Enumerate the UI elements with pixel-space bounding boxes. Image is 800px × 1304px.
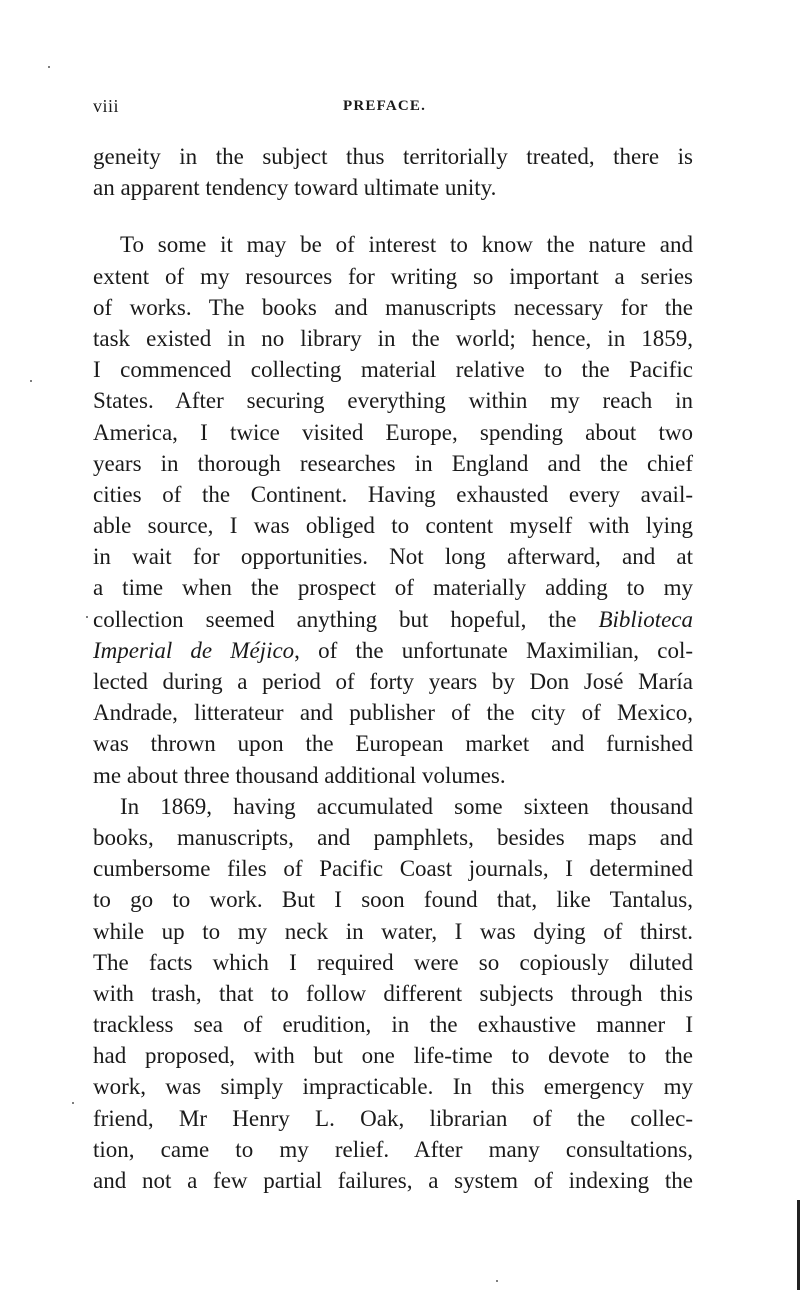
text-line: cumbersome files of Pacific Coast journals, I determined — [93, 856, 693, 882]
text-line: geneity in the subject thus territorially treated, there is — [93, 144, 693, 169]
text-line: with trash, that to follow different subjects through this — [93, 980, 693, 1006]
text-line: States. After securing everything within my reach in — [93, 388, 693, 414]
text-line: an apparent tendency toward ultimate unity. — [93, 175, 497, 201]
page-header — [93, 96, 693, 122]
text-line: was thrown upon the European market and furnished — [93, 731, 693, 757]
running-head: PREFACE. — [343, 98, 427, 114]
text-line: task existed in no library in the world; hence, in 1859, — [93, 325, 693, 351]
text-line: collection seemed anything but hopeful, the Biblioteca — [93, 606, 693, 632]
text-line: to go to work. But I soon found that, like Tantalus, — [93, 887, 693, 913]
text-line: lected during a period of forty years by Don José María — [93, 669, 693, 694]
imperial-title-part: Imperial de Méjico — [93, 637, 295, 663]
body-text — [93, 141, 693, 1196]
text-line: In 1869, having accumulated some sixteen thousand — [120, 793, 693, 819]
text-line: tion, came to my relief. After many consultations, — [93, 1136, 693, 1162]
paragraph — [93, 229, 693, 790]
text-line: years in thorough researches in England and the chief — [93, 450, 693, 476]
text-line: a time when the prospect of materially adding to my — [93, 575, 693, 601]
paragraph — [93, 141, 693, 203]
text-line: trackless sea of erudition, in the exhaustive manner I — [93, 1012, 693, 1038]
paragraph — [93, 791, 693, 1196]
text-line: had proposed, with but one life-time to devote to the — [93, 1043, 693, 1069]
scan-speck — [86, 616, 88, 618]
text-line: while up to my neck in water, I was dying of thirst. — [93, 918, 693, 944]
scan-speck — [30, 380, 32, 382]
text-line: I commenced collecting material relative to the Pacific — [93, 357, 693, 383]
text-line: The facts which I required were so copiously diluted — [93, 949, 693, 975]
text-line: America, I twice visited Europe, spending about two — [93, 419, 693, 445]
text-line: friend, Mr Henry L. Oak, librarian of the collec- — [93, 1105, 693, 1131]
text-line: books, manuscripts, and pamphlets, besides maps and — [93, 824, 693, 850]
text-line: me about three thousand additional volumes. — [93, 762, 506, 788]
text-line: in wait for opportunities. Not long afterward, and at — [93, 544, 693, 570]
text-line: of works. The books and manuscripts necessary for the — [93, 294, 693, 320]
biblioteca-title-part: Biblioteca — [598, 606, 693, 632]
paragraph-gap — [93, 203, 693, 229]
scan-speck — [496, 1280, 498, 1282]
scan-speck — [72, 1102, 74, 1104]
text-line: work, was simply impracticable. In this emergency my — [93, 1074, 693, 1100]
text-line: and not a few partial failures, a system of indexing the — [93, 1168, 693, 1193]
page-number: viii — [93, 96, 120, 116]
scan-speck — [48, 66, 50, 68]
text-line: To some it may be of interest to know the nature and — [120, 232, 693, 258]
text-line: Andrade, litterateur and publisher of the city of Mexico, — [93, 700, 693, 726]
text-line: able source, I was obliged to content myself with lying — [93, 513, 693, 539]
text-line: cities of the Continent. Having exhausted every avail- — [93, 481, 693, 507]
text-line: Imperial de Méjico, of the unfortunate Maximilian, col- — [93, 637, 693, 663]
text-line: extent of my resources for writing so important a series — [93, 263, 693, 289]
